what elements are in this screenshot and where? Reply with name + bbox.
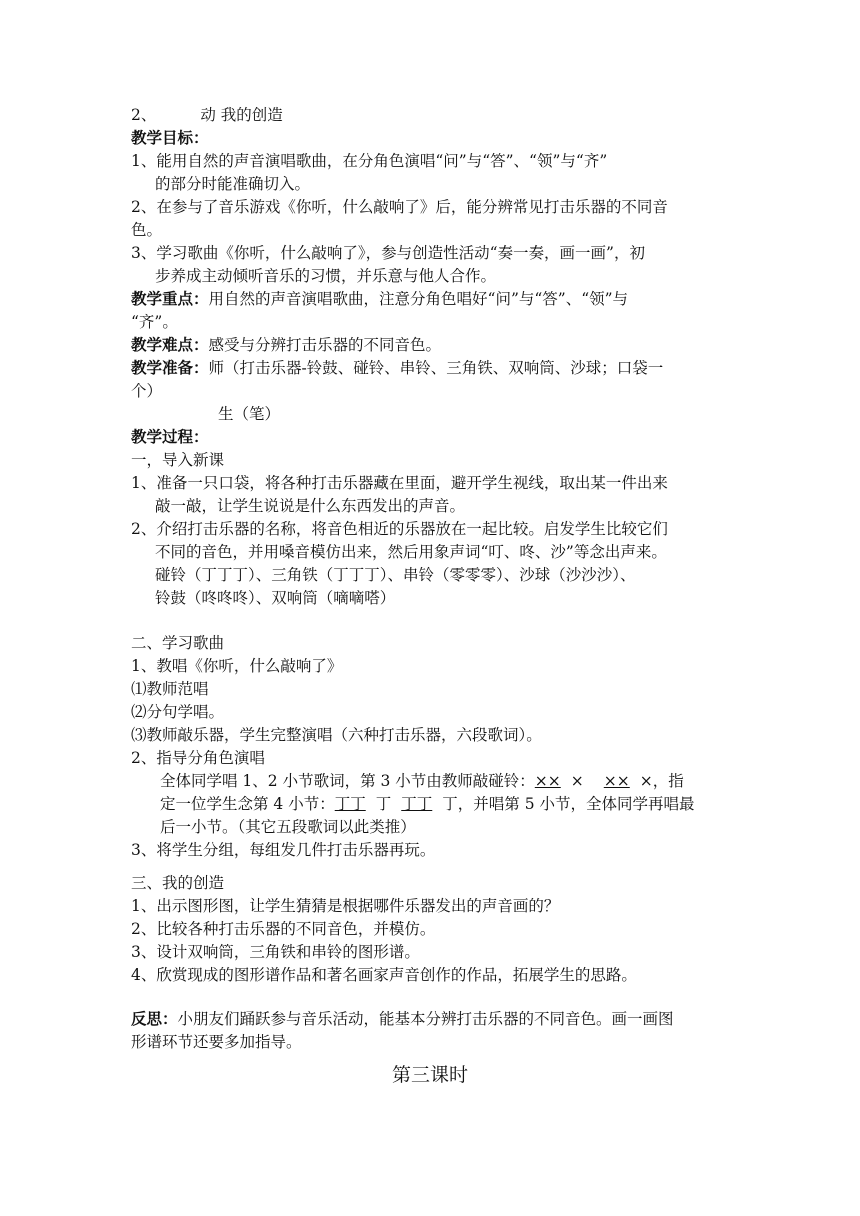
s2-detail-1 [160, 770, 684, 792]
s3-item-4: 4、欣赏现成的图形谱作品和著名画家声音创作的作品，拓展学生的思路。 [131, 966, 637, 984]
rhythm-3: ×× [603, 772, 630, 790]
s2-sub-2: ⑵分句学唱。 [131, 703, 225, 721]
next-lesson-title: 第三课时 [391, 1064, 468, 1086]
heading-text: 动 我的创造 [200, 106, 283, 124]
lesson-heading [131, 104, 283, 126]
rhythm-4: ×，指 [639, 772, 684, 790]
rhythm-2: × [570, 772, 584, 790]
s2-item-2: 2、指导分角色演唱 [131, 749, 265, 767]
s1-item-2: 2、介绍打击乐器的名称，将音色相近的乐器放在一起比较。启发学生比较它们 [131, 520, 668, 538]
goal-2-cont: 色。 [131, 221, 163, 239]
goal-3: 3、学习歌曲《你听，什么敲响了》，参与创造性活动“奏一奏，画一画”，初 [131, 244, 645, 262]
s2-item-1: 1、教唱《你听，什么敲响了》 [131, 657, 343, 675]
key-text-cont: “齐”。 [131, 313, 178, 331]
reflection-label: 反思： [131, 1010, 178, 1028]
goals-label: 教学目标： [131, 129, 209, 147]
reflection-text-cont: 形谱环节还要多加指导。 [131, 1033, 302, 1051]
process-label: 教学过程： [131, 428, 209, 446]
s2-sub-3: ⑶教师敲乐器，学生完整演唱（六种打击乐器，六段歌词）。 [131, 726, 542, 744]
prep-text: 师（打击乐器-铃鼓、碰铃、串铃、三角铁、双响筒、沙球；口袋一 [208, 359, 664, 377]
section-1-title: 一，导入新课 [131, 451, 225, 469]
s1-item-2-cont-c: 铃鼓（咚咚咚）、双响筒（嘀嘀嗒） [155, 589, 396, 607]
goal-2: 2、在参与了音乐游戏《你听，什么敲响了》后，能分辨常见打击乐器的不同音 [131, 198, 668, 216]
difficulty-label: 教学难点： [131, 336, 209, 354]
s2-item-3: 3、将学生分组，每组发几件打击乐器再玩。 [131, 841, 436, 859]
rhythm-7: 丁丁 [401, 795, 433, 813]
section-2-title: 二、学习歌曲 [131, 634, 225, 652]
rhythm-1: ×× [534, 772, 561, 790]
s3-item-3: 3、设计双响筒，三角铁和串铃的图形谱。 [131, 943, 420, 961]
rhythm-5: 丁丁 [334, 795, 366, 813]
reflection [131, 1008, 674, 1030]
prep-student: 生（笔） [218, 405, 281, 423]
goal-3-cont: 步养成主动倾听音乐的习惯，并乐意与他人合作。 [155, 267, 497, 285]
reflection-text: 小朋友们踊跃参与音乐活动，能基本分辨打击乐器的不同音色。画一画图 [177, 1010, 674, 1028]
s2-detail-1-text: 全体同学唱 1、2 小节歌词，第 3 小节由教师敲碰铃： [160, 772, 535, 790]
goal-1: 1、能用自然的声音演唱歌曲，在分角色演唱“问”与“答”、“领”与“齐” [131, 152, 608, 170]
s3-item-2: 2、比较各种打击乐器的不同音色，并模仿。 [131, 920, 436, 938]
s3-item-1: 1、出示图形图，让学生猜猜是根据哪件乐器发出的声音画的？ [131, 897, 560, 915]
s2-detail-2-text: 定一位学生念第 4 小节： [160, 795, 335, 813]
rhythm-6: 丁 [375, 795, 392, 813]
prep-label: 教学准备： [131, 359, 209, 377]
prep-text-cont: 个） [131, 382, 163, 400]
rhythm-8: 丁，并唱第 5 小节，全体同学再唱最 [442, 795, 695, 813]
preparation [131, 357, 663, 379]
s2-detail-3: 后一小节。（其它五段歌词以此类推） [160, 818, 416, 836]
heading-number: 2、 [131, 106, 157, 124]
difficulty-text: 感受与分辨打击乐器的不同音色。 [208, 336, 442, 354]
s2-sub-1: ⑴教师范唱 [131, 680, 209, 698]
s1-item-2-cont-b: 碰铃（丁丁丁）、三角铁（丁丁丁）、串铃（零零零）、沙球（沙沙沙）、 [155, 566, 636, 584]
section-3-title: 三、我的创造 [131, 874, 225, 892]
key-text: 用自然的声音演唱歌曲，注意分角色唱好“问”与“答”、“领”与 [208, 290, 629, 308]
s2-detail-2 [160, 793, 694, 815]
key-label: 教学重点： [131, 290, 209, 308]
s1-item-1-cont: 敲一敲，让学生说说是什么东西发出的声音。 [155, 497, 466, 515]
difficulty [131, 334, 441, 356]
s1-item-2-cont-a: 不同的音色，并用嗓音模仿出来，然后用象声词“叮、咚、沙”等念出声来。 [155, 543, 667, 561]
goal-1-cont: 的部分时能准确切入。 [155, 175, 311, 193]
s1-item-1: 1、准备一只口袋，将各种打击乐器藏在里面，避开学生视线，取出某一件出来 [131, 474, 668, 492]
key-points [131, 288, 628, 310]
